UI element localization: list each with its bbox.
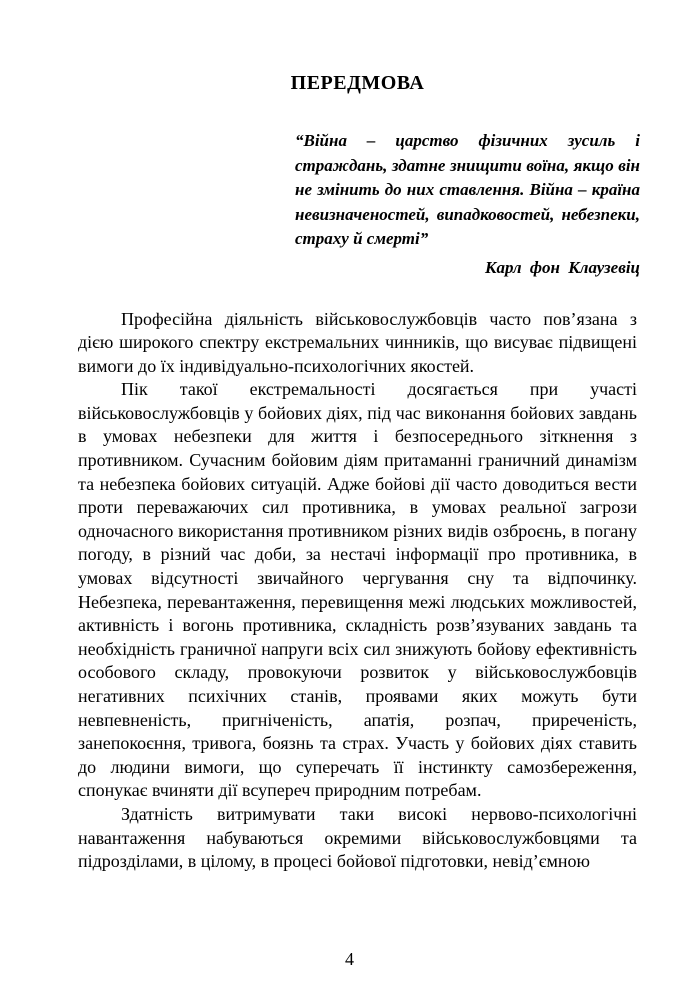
paragraph-2: Пік такої екстремальності досягається при участі військовослужбовців у бойових діях, під час виконання бойових завдань в умовах небезпеки для життя і безпосереднього зіткнення з противником. Сучасним бойовим діям притаманні граничний динамізм та небезпека бойових ситуацій. Адже бойові дії часто доводиться вести проти переважаючих сил противника, в умовах реальної загрози одночасного використання противником різних видів озброєнь, в погану погоду, в різний час доби, за нестачі інформації про противника, в умовах відсутності звичайного чергування сну та відпочинку. Небезпека, перевантаження, перевищення межі людських можливостей, активність і вогонь противника, складність розв’язуваних завдань та необхідність граничної напруги всіх сил знижують бойову ефективність особового складу, провокуючи розвиток у військовослужбовців негативних психічних станів, проявами яких можуть бути невпевненість, пригніченість, апатія, розпач, приреченість, занепокоєння, тривога, боязнь та страх. Участь у бойових діях ставить до людини вимоги, що суперечать її інстинкту самозбереження, спонукає вчиняти дії всупереч природним потребам. xyxy=(78,379,637,801)
page-number: 4 xyxy=(345,949,354,969)
epigraph xyxy=(295,129,640,278)
page-title: ПЕРЕДМОВА xyxy=(290,72,425,94)
body-text xyxy=(78,308,637,874)
epigraph-text: “Війна – царство фізичних зусиль і страждань, здатне знищити воїна, якщо він не змінить до них ставлення. Війна – країна невизначеностей, випадковостей, небезпеки, страху й смерті” xyxy=(295,131,640,248)
epigraph-attribution: Карл фон Клаузевіц xyxy=(484,257,640,277)
paragraph-1: Професійна діяльність військовослужбовців часто пов’язана з дією широкого спектру екстремальних чинників, що висуває підвищені вимоги до їх індивідуально-психологічних якостей. xyxy=(78,308,637,376)
paragraph-3: Здатність витримувати таки високі нервово-психологічні навантаження набуваються окремими військовослужбовцями та підрозділами, в цілому, в процесі бойової підготовки, невід’ємною xyxy=(78,803,637,872)
